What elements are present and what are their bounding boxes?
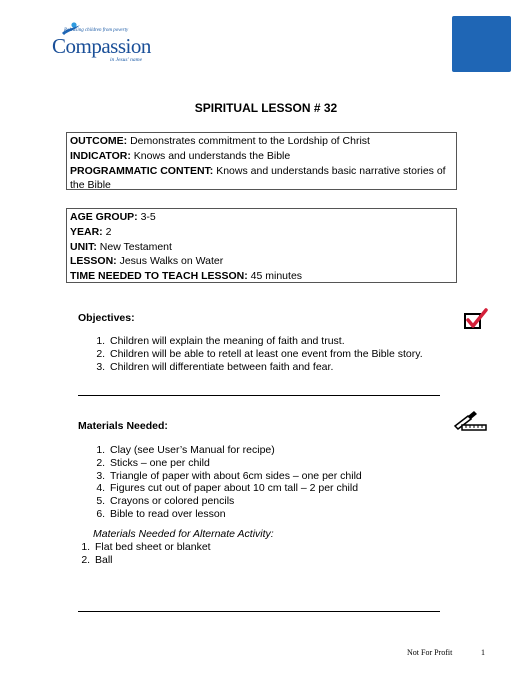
list-item: 1. Children will explain the meaning of faith and trust. [108,335,423,348]
list-item: 2. Sticks – one per child [108,457,362,470]
time-line [70,269,453,284]
content-value: Knows and understands basic narrative stories of the Bible [70,164,446,192]
alternate-materials-heading: Materials Needed for Alternate Activity: [93,528,274,540]
footer-text: Not For Profit [407,648,453,657]
divider [78,611,440,612]
content-line [70,164,453,194]
list-item: 3. Children will differentiate between faith and fear. [108,361,423,374]
pencil-ruler-icon [452,408,488,432]
age-label: AGE GROUP: [70,211,138,223]
lesson-line [70,254,453,269]
outcome-line [70,134,453,149]
list-item: 2. Children will be able to retell at least one event from the Bible story. [108,348,423,361]
lesson-info-box [66,208,457,283]
divider [78,395,440,396]
brand-color-block [452,16,511,72]
time-label: TIME NEEDED TO TEACH LESSON: [70,270,248,283]
year-label: YEAR: [70,225,103,238]
list-item: 6. Bible to read over lesson [108,508,362,521]
indicator-value: Knows and understands the Bible [133,149,291,162]
list-item: 1. Flat bed sheet or blanket [93,541,211,554]
objectives-heading: Objectives: [78,312,135,324]
page-number: 1 [481,648,485,657]
indicator-label: INDICATOR: [70,149,131,162]
unit-label: UNIT: [70,240,97,253]
compassion-logo [52,22,172,68]
lesson-value: Jesus Walks on Water [119,255,224,268]
year-value: 2 [105,225,112,238]
logo-subtitle: in Jesus' name [110,57,143,63]
lesson-label: LESSON: [70,255,117,268]
outcome-label: OUTCOME: [70,135,128,147]
alternate-materials-list [63,541,211,567]
outcome-value: Demonstrates commitment to the Lordship of Christ [130,135,370,147]
list-item: 3. Triangle of paper with about 6cm sides – one per child [108,470,362,483]
materials-list [78,444,362,521]
logo-tagline: Releasing children from poverty [64,28,129,33]
unit-line [70,240,453,255]
age-line [70,210,453,225]
year-line [70,225,453,240]
age-value: 3-5 [140,211,156,223]
unit-value: New Testament [99,240,172,253]
outcome-box [66,132,457,190]
objectives-list [78,335,423,373]
content-label: PROGRAMMATIC CONTENT: [70,164,214,177]
checkmark-icon [462,308,488,332]
time-value: 45 minutes [250,270,303,283]
list-item: 4. Figures cut out of paper about 10 cm tall – 2 per child [108,482,362,495]
materials-heading: Materials Needed: [78,420,168,432]
list-item: 1. Clay (see User’s Manual for recipe) [108,444,362,457]
indicator-line [70,149,453,164]
page-title: SPIRITUAL LESSON # 32 [194,101,338,115]
logo-wordmark: Compassion [52,34,151,58]
list-item: 5. Crayons or colored pencils [108,495,362,508]
list-item: 2. Ball [93,554,211,567]
